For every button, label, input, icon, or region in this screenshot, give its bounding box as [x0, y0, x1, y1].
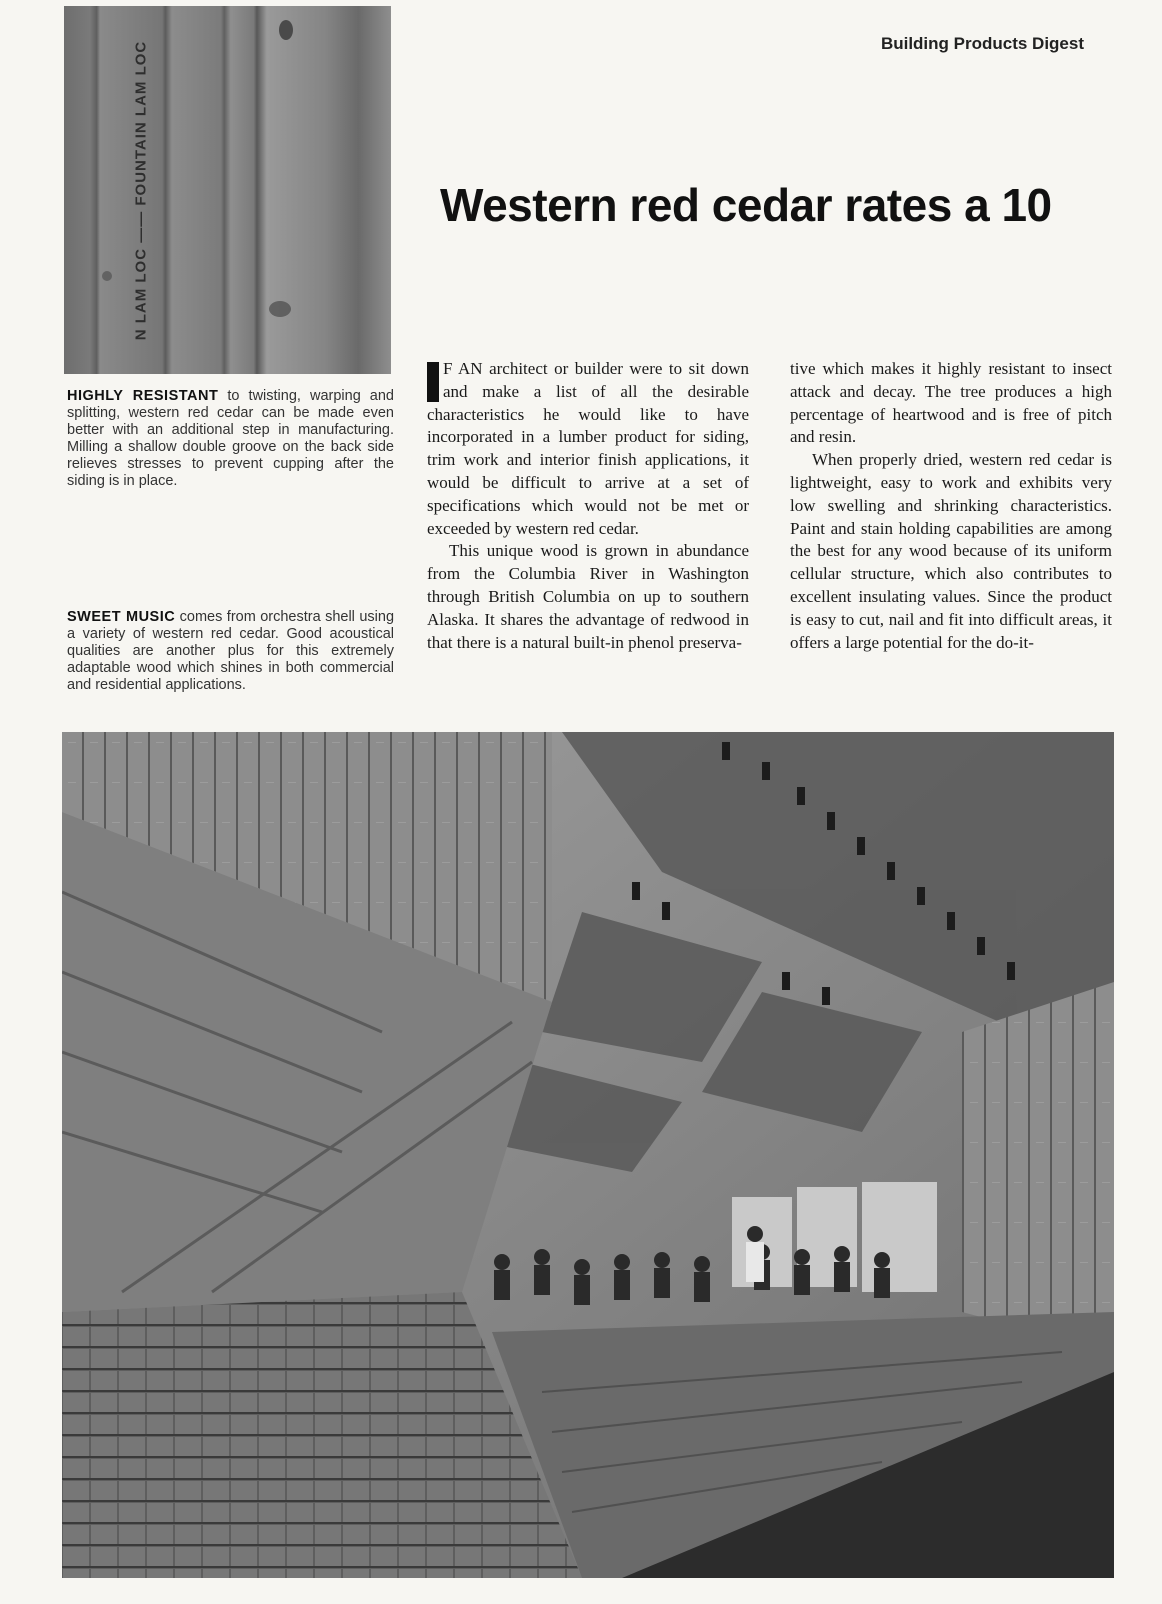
siding-photo: [64, 6, 391, 374]
wood-knot: [269, 301, 291, 317]
siding-stamp: [126, 6, 156, 374]
article-paragraph: F AN architect or builder were to sit down and make a list of all the desirable characteristics he would like to have incorporated in a lumber product for siding, trim work and interior finish applications, it would be difficult to arrive at a set of specifications which would not be met or exceeded by western red cedar.: [427, 359, 749, 538]
article-headline: Western red cedar rates a 10: [440, 179, 1052, 231]
publication-name: Building Products Digest: [880, 34, 1084, 53]
article-paragraph: tive which makes it highly resistant to insect attack and decay. The tree produces a high percentage of heartwood and is free of pitch and resin.: [790, 359, 1112, 447]
photo-caption-bottom: [67, 609, 394, 694]
photo-caption-top: [67, 388, 394, 490]
drop-cap-i: [427, 362, 439, 402]
siding-stamp-text: N LAM LOC —— FOUNTAIN LAM LOC: [132, 40, 150, 340]
orchestra-shell-photo: [62, 732, 1114, 1578]
caption-lead: SWEET MUSIC: [67, 609, 176, 625]
article-column-2: [790, 358, 1112, 654]
article-paragraph: When properly dried, western red cedar is lightweight, easy to work and exhibits very low swelling and shrinking characteristics. Paint and stain holding capabilities are among the best for any wood because of its uniform cellular structure, which also contributes to excellent insulating values. Since the product is easy to cut, nail and fit into difficult areas, it offers a large potential for the do-it-: [790, 450, 1112, 652]
article-column-1: [427, 358, 749, 654]
wood-knot: [279, 20, 293, 40]
caption-text: to twisting, warping and splitting, western red cedar can be made even better with an additional step in manufacturing. Milling a shallow double groove on the back side relieves stresses to prevent cupping after the siding is in place.: [67, 388, 395, 489]
caption-lead: HIGHLY RESISTANT: [67, 388, 219, 404]
caption-text: comes from orchestra shell using a variety of western red cedar. Good acoustical qualities are another plus for this extremely adaptable wood which shines in both commercial and residential applications.: [67, 609, 395, 693]
orchestra-shell-illustration: [62, 732, 1114, 1578]
article-paragraph: This unique wood is grown in abundance from the Columbia River in Washington through British Columbia on up to southern Alaska. It shares the advantage of redwood in that there is a natural built-in phenol preserva-: [427, 541, 749, 652]
wood-knot: [102, 271, 112, 281]
